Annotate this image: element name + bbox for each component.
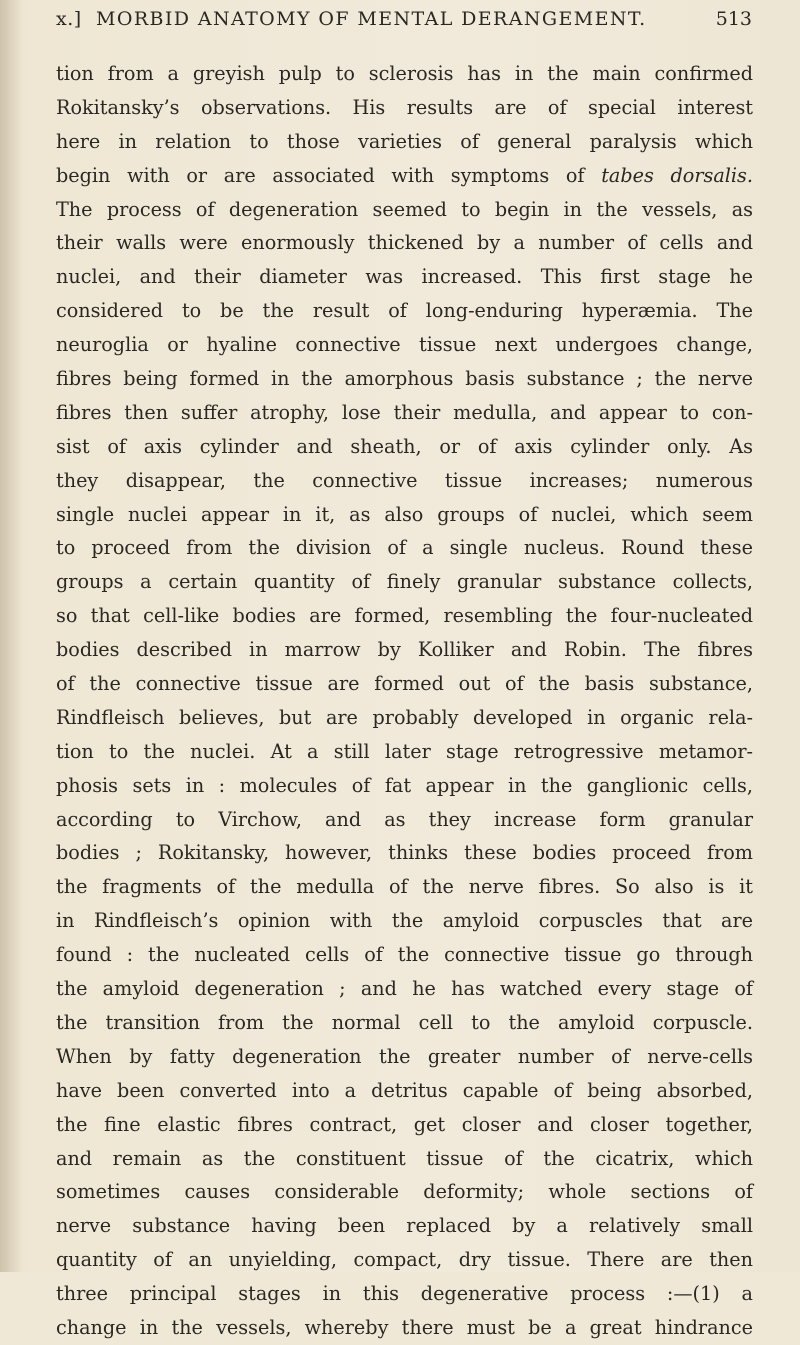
text-line	[56, 1175, 753, 1209]
text-line-content: found : the nucleated cells of the connective tissue go through	[56, 943, 753, 967]
text-line-content: begin with or are associated with symptoms of	[56, 163, 602, 187]
text-line	[56, 193, 753, 227]
running-head	[56, 8, 752, 42]
page-number: 513	[715, 8, 752, 30]
text-line	[56, 1277, 753, 1311]
text-line	[56, 565, 753, 599]
text-line-content: Rindfleisch believes, but are probably developed in organic rela-	[56, 705, 753, 729]
text-line	[56, 57, 753, 91]
text-line	[56, 972, 753, 1006]
text-line	[56, 362, 753, 396]
text-line	[56, 226, 753, 260]
text-line-content: have been converted into a detritus capable of being absorbed,	[56, 1078, 753, 1102]
text-line	[56, 1074, 753, 1108]
body-text	[56, 57, 753, 1345]
text-line	[56, 769, 753, 803]
page-gutter-shadow	[0, 0, 22, 1272]
text-line-content: here in relation to those varieties of general paralysis which	[56, 129, 753, 153]
chapter-marker: x.]	[56, 8, 82, 30]
text-line-content: phosis sets in : molecules of fat appear in the ganglionic cells,	[56, 773, 753, 797]
text-line-content: single nuclei appear in it, as also groups of nuclei, which seem	[56, 502, 753, 526]
text-line-content: When by fatty degeneration the greater number of nerve-cells	[56, 1044, 753, 1068]
text-line-content: fibres then suffer atrophy, lose their medulla, and appear to con-	[56, 400, 753, 424]
text-line	[56, 531, 753, 565]
text-line	[56, 1311, 753, 1345]
text-line-content: and remain as the constituent tissue of the cicatrix, which	[56, 1146, 753, 1170]
text-line-content: change in the vessels, whereby there must be a great hindrance	[56, 1315, 753, 1339]
text-line	[56, 328, 753, 362]
text-line	[56, 735, 753, 769]
text-line-content: nerve substance having been replaced by a relatively small	[56, 1214, 753, 1238]
text-line-content: according to Virchow, and as they increase form granular	[56, 807, 753, 831]
text-line	[56, 125, 753, 159]
text-line-content: The process of degeneration seemed to begin in the vessels, as	[56, 197, 753, 221]
text-line-content: of the connective tissue are formed out of the basis substance,	[56, 672, 753, 696]
text-line	[56, 464, 753, 498]
text-line-content: the transition from the normal cell to the amyloid corpuscle.	[56, 1010, 753, 1034]
text-line-content: to proceed from the division of a single nucleus. Round these	[56, 536, 753, 560]
text-line-content: sist of axis cylinder and sheath, or of axis cylinder only. As	[56, 434, 753, 458]
text-line-content: three principal stages in this degenerative process :—(1) a	[56, 1282, 753, 1306]
text-line	[56, 1209, 753, 1243]
text-line-italic: tabes dorsalis.	[601, 163, 754, 187]
text-line-content: fibres being formed in the amorphous basis substance ; the nerve	[56, 367, 753, 391]
text-line-content: bodies ; Rokitansky, however, thinks these bodies proceed from	[56, 841, 753, 865]
text-line-content: quantity of an unyielding, compact, dry tissue. There are then	[56, 1248, 753, 1272]
text-line	[56, 633, 753, 667]
text-line	[56, 599, 753, 633]
text-line	[56, 836, 753, 870]
text-line-content: tion to the nuclei. At a still later stage retrogressive metamor-	[56, 739, 753, 763]
text-line	[56, 396, 753, 430]
text-line	[56, 159, 753, 193]
text-line-content: the fragments of the medulla of the nerve fibres. So also is it	[56, 875, 753, 899]
text-line	[56, 430, 753, 464]
text-line	[56, 1142, 753, 1176]
text-line-content: Rokitansky’s observations. His results are of special interest	[56, 95, 753, 119]
text-line	[56, 1040, 753, 1074]
text-line	[56, 870, 753, 904]
text-line	[56, 498, 753, 532]
text-line	[56, 260, 753, 294]
text-line-content: tion from a greyish pulp to sclerosis has in the main confirmed	[56, 62, 753, 85]
text-line-content: their walls were enormously thickened by a number of cells and	[56, 231, 753, 255]
text-line-content: groups a certain quantity of finely granular substance collects,	[56, 570, 753, 594]
text-line	[56, 1243, 753, 1277]
text-line	[56, 701, 753, 735]
text-line-content: considered to be the result of long-enduring hyperæmia. The	[56, 299, 753, 323]
text-line-content: sometimes causes considerable deformity; whole sections of	[56, 1180, 753, 1204]
text-line-content: nuclei, and their diameter was increased. This first stage he	[56, 265, 753, 289]
text-line-content: the amyloid degeneration ; and he has watched every stage of	[56, 977, 753, 1001]
text-line	[56, 938, 753, 972]
text-line-content: the fine elastic fibres contract, get closer and closer together,	[56, 1112, 753, 1136]
text-line-content: in Rindfleisch’s opinion with the amyloid corpuscles that are	[56, 909, 753, 933]
text-line-content: neuroglia or hyaline connective tissue next undergoes change,	[56, 333, 753, 357]
text-line	[56, 904, 753, 938]
text-line-content: bodies described in marrow by Kolliker and Robin. The fibres	[56, 638, 753, 662]
text-line	[56, 1108, 753, 1142]
text-line	[56, 1006, 753, 1040]
text-line-content: so that cell-like bodies are formed, resembling the four-nucleated	[56, 604, 753, 628]
text-line	[56, 667, 753, 701]
running-title: MORBID ANATOMY OF MENTAL DERANGEMENT.	[96, 8, 647, 30]
text-line	[56, 803, 753, 837]
text-line	[56, 91, 753, 125]
text-line-content: they disappear, the connective tissue increases; numerous	[56, 468, 753, 492]
text-line	[56, 294, 753, 328]
